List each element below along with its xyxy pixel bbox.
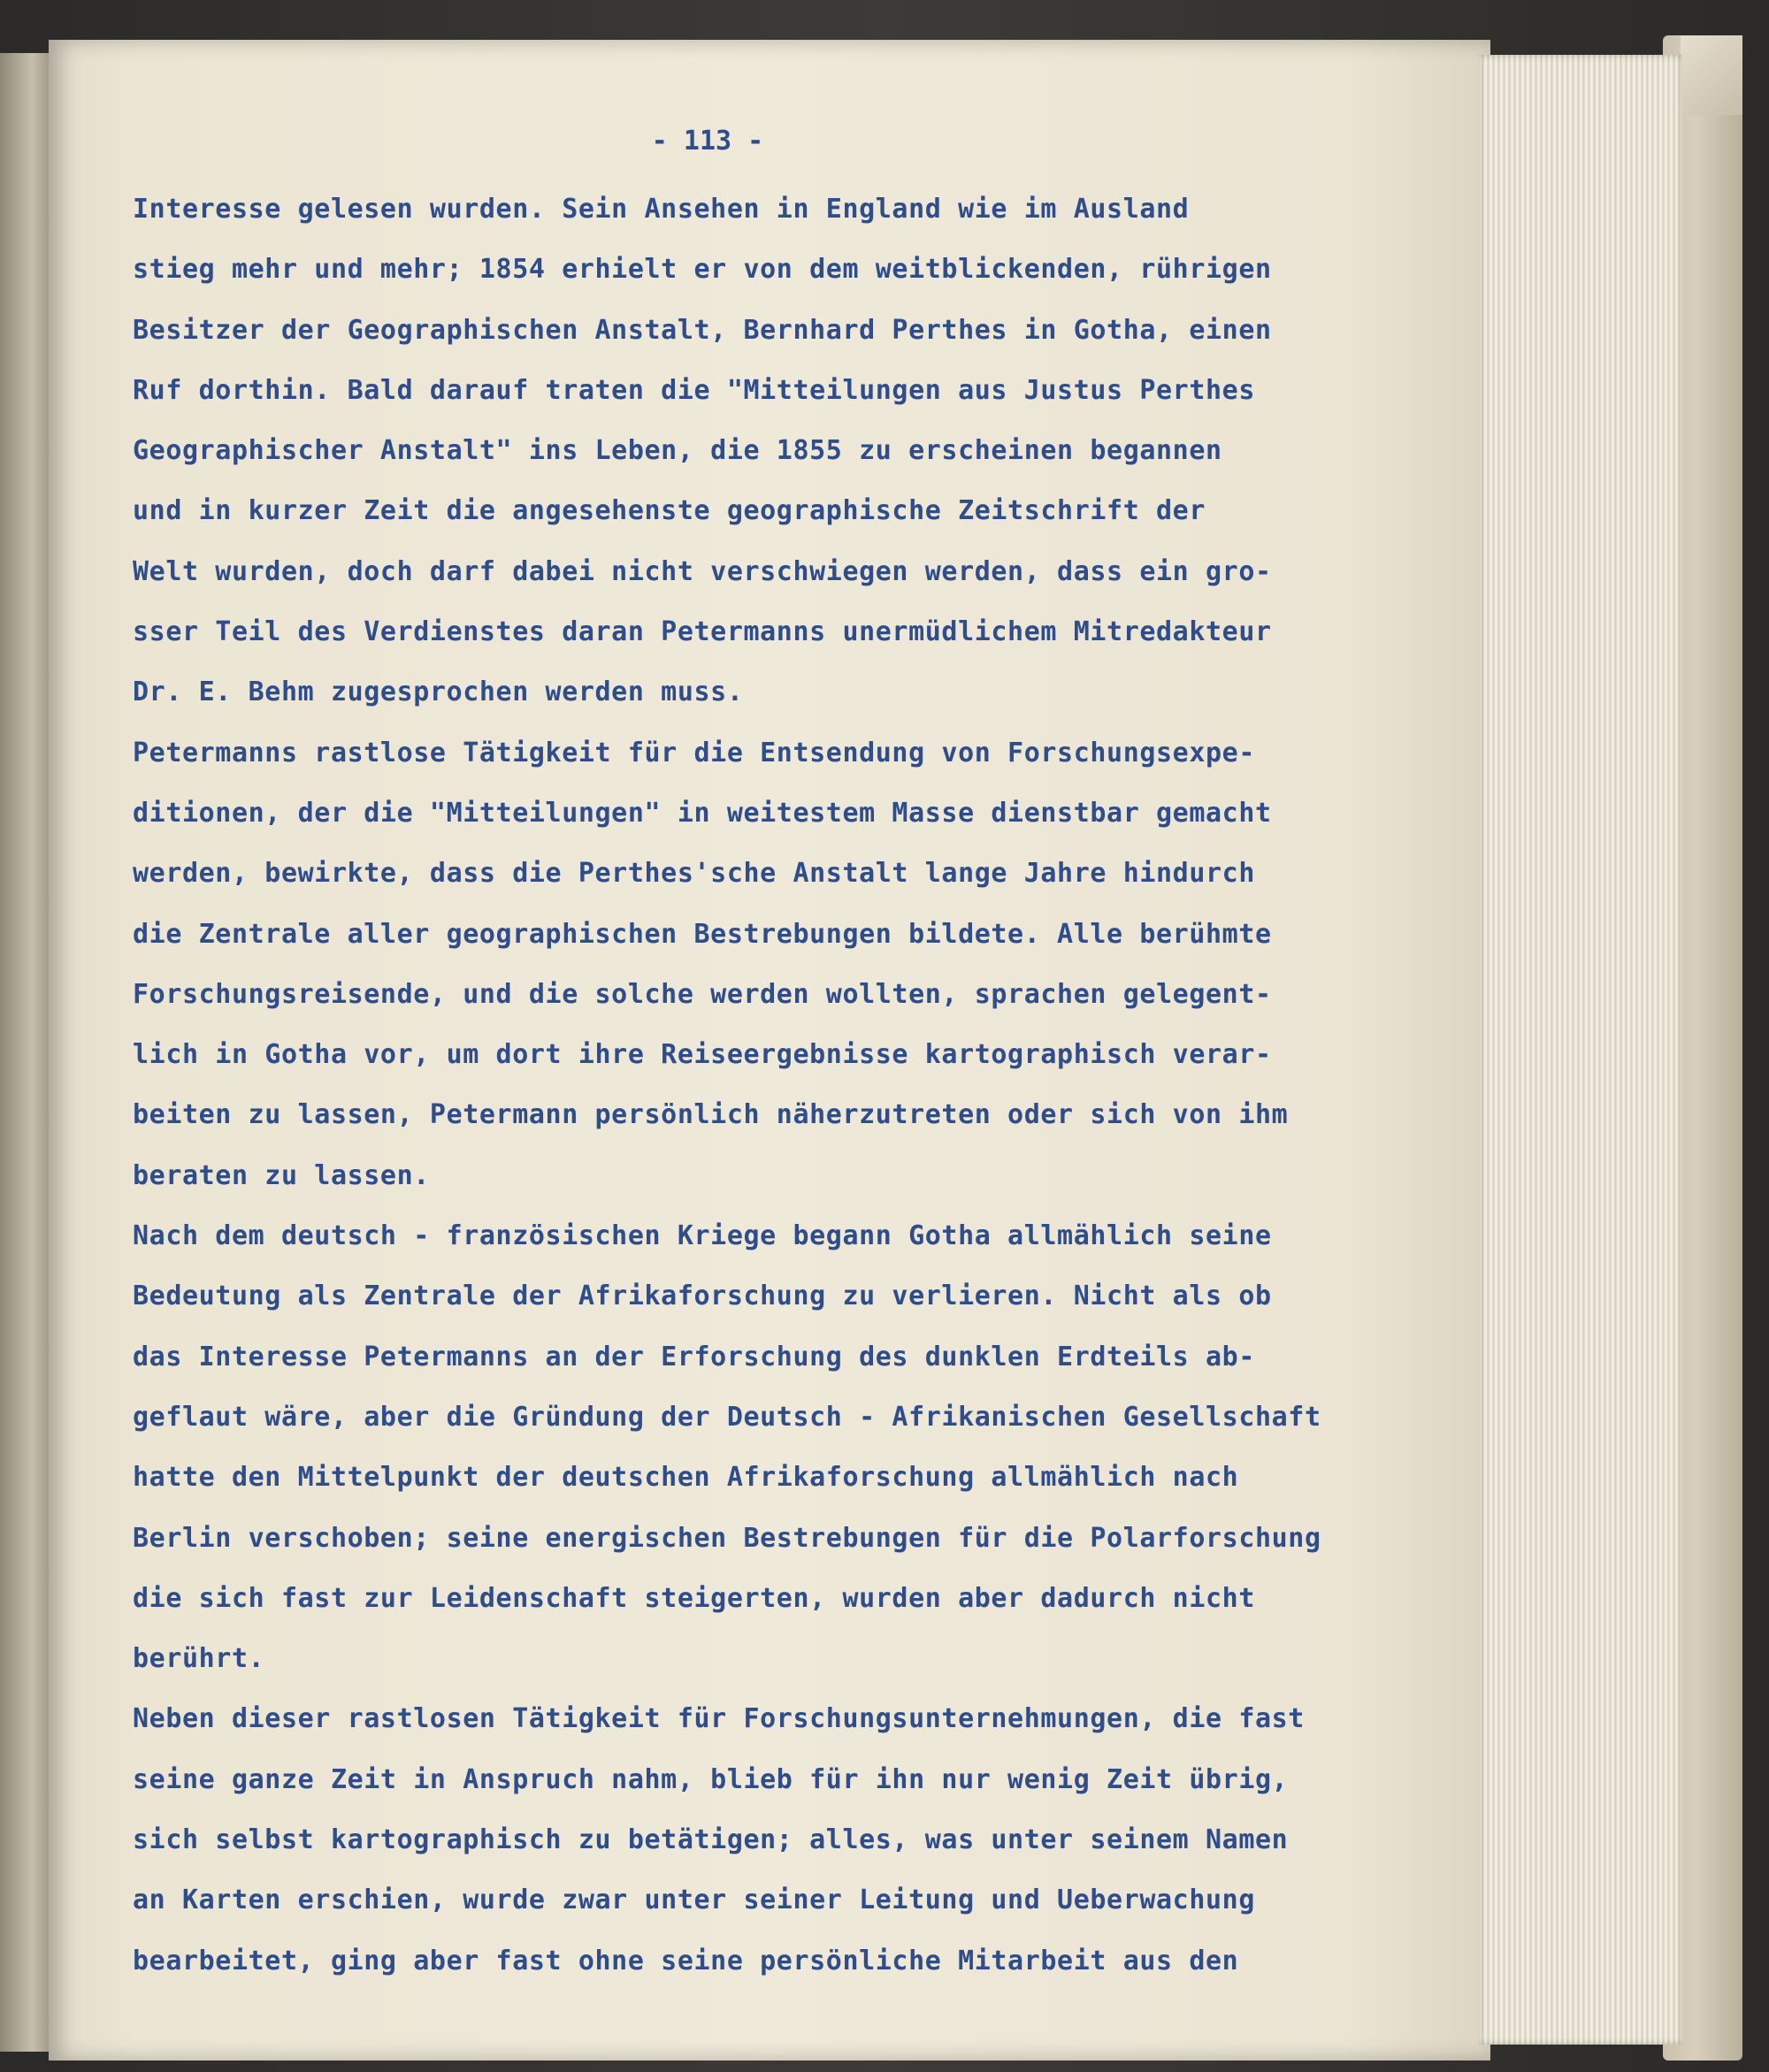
text-line: Neben dieser rastlosen Tätigkeit für Forschungsunternehmungen, die fast [133, 1703, 1305, 1735]
text-line: ditionen, der die "Mitteilungen" in weitestem Masse dienstbar gemacht [133, 797, 1272, 829]
text-line: das Interesse Petermanns an der Erforschung des dunklen Erdteils ab- [133, 1341, 1255, 1372]
text-line: werden, bewirkte, dass die Perthes'sche Anstalt lange Jahre hindurch [133, 858, 1255, 890]
left-page-edge [0, 53, 53, 2052]
text-line: Petermanns rastlose Tätigkeit für die Entsendung von Forschungsexpe- [133, 737, 1255, 768]
text-line: Ruf dorthin. Bald darauf traten die "Mitteilungen aus Justus Perthes [133, 374, 1255, 406]
page-text [133, 119, 1459, 1992]
text-line: Bedeutung als Zentrale der Afrikaforschung zu verlieren. Nicht als ob [133, 1281, 1272, 1312]
text-lines [133, 180, 1459, 1992]
text-line: berührt. [133, 1643, 265, 1675]
text-line: geflaut wäre, aber die Gründung der Deutsch - Afrikanischen Gesellschaft [133, 1401, 1321, 1433]
text-line: sich selbst kartographisch zu betätigen; alles, was unter seinem Namen [133, 1824, 1289, 1856]
text-line: Geographischer Anstalt" ins Leben, die 1855 zu erscheinen begannen [133, 435, 1222, 467]
text-line: beiten zu lassen, Petermann persönlich näherzutreten oder sich von ihm [133, 1099, 1289, 1131]
text-line: Berlin verschoben; seine energischen Bestrebungen für die Polarforschung [133, 1522, 1321, 1554]
text-line: Welt wurden, doch darf dabei nicht verschwiegen werden, dass ein gro- [133, 555, 1272, 587]
text-line: hatte den Mittelpunkt der deutschen Afrikaforschung allmählich nach [133, 1462, 1239, 1494]
text-line: und in kurzer Zeit die angesehenste geographische Zeitschrift der [133, 495, 1206, 527]
text-line: stieg mehr und mehr; 1854 erhielt er von dem weitblickenden, rührigen [133, 254, 1272, 286]
text-line: Besitzer der Geographischen Anstalt, Bernhard Perthes in Gotha, einen [133, 314, 1272, 346]
text-line: die Zentrale aller geographischen Bestrebungen bildete. Alle berühmte [133, 918, 1272, 950]
text-line: seine ganze Zeit in Anspruch nahm, blieb für ihn nur wenig Zeit übrig, [133, 1763, 1289, 1795]
text-line: lich in Gotha vor, um dort ihre Reiseergebnisse kartographisch verar- [133, 1039, 1272, 1071]
cover-corner [1681, 35, 1742, 115]
text-line: beraten zu lassen. [133, 1159, 430, 1191]
text-line: Interesse gelesen wurden. Sein Ansehen in England wie im Ausland [133, 194, 1190, 225]
page-number: - 113 - [651, 126, 764, 157]
text-line: Dr. E. Behm zugesprochen werden muss. [133, 677, 744, 708]
text-line: die sich fast zur Leidenschaft steigerten, wurden aber dadurch nicht [133, 1582, 1255, 1614]
text-line: sser Teil des Verdienstes daran Petermanns unermüdlichem Mitredakteur [133, 616, 1272, 648]
text-line: Nach dem deutsch - französischen Kriege begann Gotha allmählich seine [133, 1220, 1272, 1252]
text-line: Forschungsreisende, und die solche werden wollten, sprachen gelegent- [133, 978, 1272, 1010]
text-line: an Karten erschien, wurde zwar unter seiner Leitung und Ueberwachung [133, 1885, 1255, 1916]
text-line: bearbeitet, ging aber fast ohne seine persönliche Mitarbeit aus den [133, 1945, 1239, 1976]
page-stack-edge [1479, 55, 1682, 2045]
